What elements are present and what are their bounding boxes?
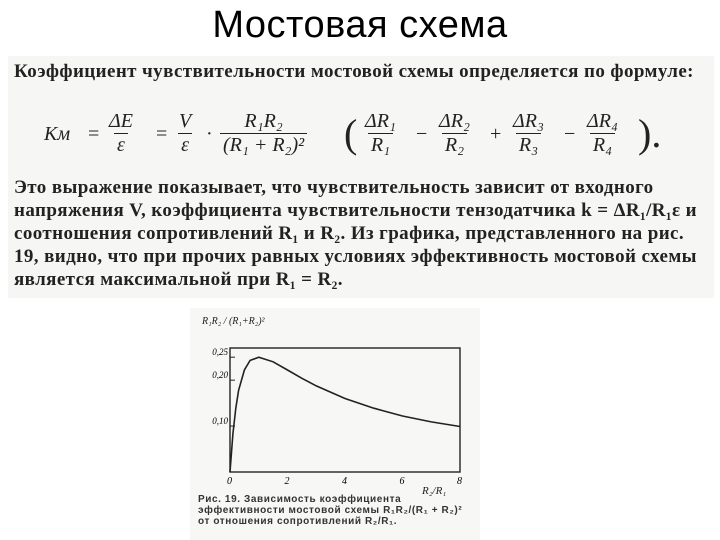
efficiency-curve	[230, 357, 460, 472]
fraction-den: R₂	[442, 133, 467, 157]
fraction-num: ΔR₃	[513, 110, 544, 132]
formula-eq2: =	[156, 123, 168, 145]
plot-frame	[230, 348, 460, 472]
sensitivity-formula	[44, 110, 704, 166]
efficiency-chart	[190, 308, 480, 498]
formula-minus: −	[564, 123, 576, 145]
fraction-dr4	[584, 110, 621, 157]
fraction-den: (R₁ + R₂)²	[220, 133, 307, 157]
fraction-num: V	[179, 110, 192, 132]
x-tick-label: 2	[284, 476, 290, 487]
formula-close-paren: ).	[638, 111, 662, 156]
x-axis-label: R₂/R₁	[422, 485, 447, 497]
fraction-den: R₃	[516, 133, 541, 157]
x-tick-label: 0	[227, 476, 232, 487]
formula-dot: ·	[206, 123, 213, 145]
x-tick-label: 8	[457, 476, 462, 487]
fraction-num: ΔE	[109, 110, 133, 132]
y-tick-label: 0,25	[212, 347, 228, 358]
figure-caption: Рис. 19. Зависимость коэффициента эффективности мостовой схемы R₁R₂/(R₁ + R₂)² от отношения сопротивлений R₂/R₁.	[198, 494, 463, 527]
y-axis-label: R₁R₂ / (R₁+R₂)²	[202, 316, 265, 327]
fraction-dr3	[510, 110, 547, 157]
fraction-den: ε	[114, 133, 128, 157]
y-tick-label: 0,20	[212, 370, 228, 381]
fraction-den: ε	[178, 133, 192, 157]
fraction-num: R₁R₂	[244, 110, 283, 132]
explanation-paragraph: Это выражение показывает, что чувствительность зависит от входного напряжения V, коэффициента чувствительности тензодатчика k = ΔR₁/R₁ε и соотношения сопротивлений R₁ и R₂. Из графика, представленного на рис. 19, видно, что при прочих равных условиях эффективность мостовой схемы является максимальной при R₁ = R₂.	[14, 177, 698, 290]
fraction-v-over-eps	[176, 110, 194, 157]
fraction-num: ΔR₂	[439, 110, 470, 132]
x-tick-label: 4	[342, 476, 347, 487]
slide-title: Мостовая схема	[212, 4, 508, 46]
fraction-dr2	[436, 110, 473, 157]
intro-paragraph: Коэффициент чувствительности мостовой схемы определяется по формуле:	[14, 61, 694, 82]
fraction-den: R₁	[368, 133, 393, 157]
fraction-de-over-eps	[106, 110, 136, 157]
fraction-r1r2	[220, 110, 307, 157]
x-tick-label: 6	[399, 476, 405, 487]
formula-minus: −	[416, 123, 428, 145]
formula-open-paren: (	[344, 111, 358, 156]
y-tick-label: 0,10	[212, 416, 228, 427]
formula-plus: +	[490, 123, 502, 145]
fraction-num: ΔR₁	[365, 110, 396, 132]
fraction-num: ΔR₄	[587, 110, 618, 132]
fraction-dr1	[362, 110, 399, 157]
fraction-den: R₄	[590, 133, 615, 157]
formula-eq1: =	[88, 123, 100, 145]
formula-lhs: Kм	[44, 123, 71, 145]
